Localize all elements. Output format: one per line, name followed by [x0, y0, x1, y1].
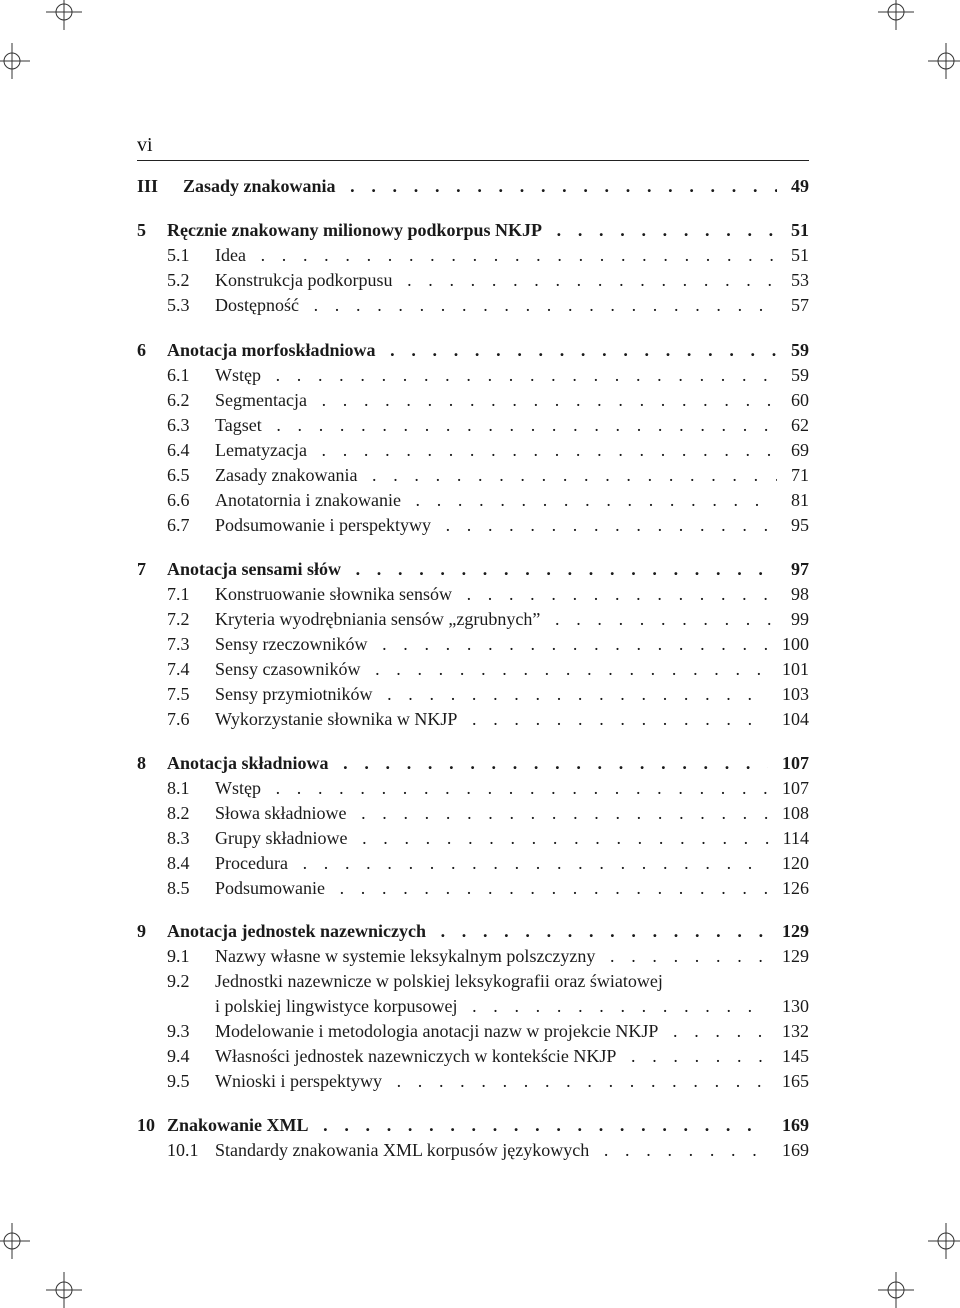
toc-entry-number: 8	[137, 753, 146, 773]
toc-entry-title: Lematyzacja	[215, 440, 311, 460]
toc-entry-page: 165	[768, 1069, 809, 1093]
toc-entry-title: Zasady znakowania	[183, 176, 340, 196]
toc-section-entry[interactable]	[137, 632, 809, 656]
toc-entry-title: Jednostki nazewnicze w polskiej leksykografii oraz światowej	[215, 971, 667, 991]
toc-entry-number: 7.1	[167, 584, 190, 604]
toc-entry-number: 7.6	[167, 709, 190, 729]
toc-entry-page: 108	[768, 801, 809, 825]
toc-entry-title: Własności jednostek nazewniczych w kontekście NKJP	[215, 1046, 620, 1066]
toc-entry-title: Tagset	[215, 415, 266, 435]
toc-entry-number: 9.3	[167, 1021, 190, 1041]
toc-entry-page: 62	[777, 413, 809, 437]
toc-chapter-entry[interactable]	[137, 218, 809, 242]
toc-section-entry[interactable]	[137, 1044, 809, 1068]
toc-entry-number: 6.2	[167, 390, 190, 410]
toc-entry-page: 71	[777, 463, 809, 487]
registration-mark-icon	[878, 0, 914, 30]
toc-entry-page: 101	[768, 657, 809, 681]
toc-section-entry[interactable]	[137, 463, 809, 487]
toc-entry-title: Anotacja morfoskładniowa	[167, 340, 380, 360]
toc-entry-number: 9.1	[167, 946, 190, 966]
toc-entry-title: Idea	[215, 245, 250, 265]
toc-entry-title: Kryteria wyodrębniania sensów „zgrubnych”	[215, 609, 544, 629]
toc-entry-title: Anotacja składniowa	[167, 753, 333, 773]
registration-mark-icon	[878, 1272, 914, 1308]
toc-chapter-entry[interactable]	[137, 338, 809, 362]
toc-chapter-entry[interactable]	[137, 1113, 809, 1137]
toc-entry-number: 9.4	[167, 1046, 190, 1066]
toc-entry-title: Zasady znakowania	[215, 465, 361, 485]
toc-entry-page: 169	[768, 1113, 809, 1137]
toc-section-entry[interactable]	[137, 488, 809, 512]
toc-entry-number: 8.4	[167, 853, 190, 873]
page-number-label: vi	[137, 134, 153, 156]
toc-entry-title: Nazwy własne w systemie leksykalnym polszczyzny	[215, 946, 599, 966]
toc-entry-page: 59	[777, 338, 809, 362]
toc-entry-title: Dostępność	[215, 295, 303, 315]
toc-entry-number: 5.1	[167, 245, 190, 265]
toc-entry-title: Procedura	[215, 853, 292, 873]
toc-entry-page: 104	[768, 707, 809, 731]
toc-entry-title: Grupy składniowe	[215, 828, 351, 848]
registration-mark-icon	[0, 1223, 30, 1259]
toc-entry-page: 107	[768, 776, 809, 800]
toc-entry-number: 7.4	[167, 659, 190, 679]
toc-entry-page: 51	[777, 218, 809, 242]
toc-section-entry[interactable]	[137, 657, 809, 681]
toc-entry-title: Podsumowanie i perspektywy	[215, 515, 435, 535]
toc-entry-page: 132	[768, 1019, 809, 1043]
toc-entry-number: 7.3	[167, 634, 190, 654]
toc-entry-number: 8.1	[167, 778, 190, 798]
toc-entry-number: 6.3	[167, 415, 190, 435]
toc-section-entry[interactable]	[137, 707, 809, 731]
toc-entry-page: 60	[777, 388, 809, 412]
header-rule	[137, 160, 809, 161]
toc-section-entry[interactable]	[137, 776, 809, 800]
toc-entry-number: 9.2	[167, 971, 190, 991]
toc-entry-number: 6.4	[167, 440, 190, 460]
toc-entry-page: 57	[777, 293, 809, 317]
toc-entry-title: Wstęp	[215, 365, 265, 385]
toc-section-entry[interactable]	[137, 1019, 809, 1043]
toc-section-entry[interactable]	[137, 607, 809, 631]
toc-entry-title: Sensy rzeczowników	[215, 634, 371, 654]
toc-section-entry[interactable]	[137, 682, 809, 706]
toc-section-entry[interactable]	[137, 969, 809, 993]
toc-entry-page: 97	[777, 557, 809, 581]
toc-entry-number: 9	[137, 921, 146, 941]
toc-section-entry[interactable]	[137, 363, 809, 387]
toc-section-entry[interactable]	[137, 876, 809, 900]
registration-mark-icon	[46, 0, 82, 30]
toc-section-entry[interactable]	[137, 293, 809, 317]
toc-entry-title: Anotacja jednostek nazewniczych	[167, 921, 430, 941]
toc-entry-title: Anotacja sensami słów	[167, 559, 345, 579]
toc-entry-page: 51	[777, 243, 809, 267]
toc-entry-page: 69	[777, 438, 809, 462]
toc-entry-number: 6.6	[167, 490, 190, 510]
toc-entry-number: 5.3	[167, 295, 190, 315]
toc-entry-page: 95	[777, 513, 809, 537]
toc-section-entry[interactable]	[137, 1069, 809, 1093]
toc-entry-title: Standardy znakowania XML korpusów językowych	[215, 1140, 593, 1160]
toc-entry-title: Segmentacja	[215, 390, 311, 410]
toc-entry-number: 10.1	[167, 1140, 199, 1160]
toc-section-entry[interactable]	[137, 413, 809, 437]
toc-section-entry[interactable]	[137, 388, 809, 412]
toc-section-entry[interactable]	[137, 513, 809, 537]
toc-section-entry[interactable]	[137, 1138, 809, 1162]
toc-entry-page: 120	[768, 851, 809, 875]
toc-entry-number: 8.5	[167, 878, 190, 898]
toc-section-entry[interactable]	[137, 268, 809, 292]
toc-entry-page: 59	[777, 363, 809, 387]
registration-mark-icon	[928, 43, 960, 79]
toc-section-entry[interactable]	[137, 243, 809, 267]
toc-chapter-entry[interactable]	[137, 919, 809, 943]
toc-entry-number: 6	[137, 340, 146, 360]
toc-entry-page: 99	[777, 607, 809, 631]
toc-entry-number: 7.5	[167, 684, 190, 704]
toc-entry-title: i polskiej lingwistyce korpusowej	[215, 996, 461, 1016]
toc-entry-number: 8.2	[167, 803, 190, 823]
toc-entry-number: 7	[137, 559, 146, 579]
toc-entry-page: 126	[768, 876, 809, 900]
toc-entry-number: 6.5	[167, 465, 190, 485]
toc-entry-page: 103	[768, 682, 809, 706]
toc-entry-number: 8.3	[167, 828, 190, 848]
toc-section-entry[interactable]	[137, 582, 809, 606]
registration-mark-icon	[0, 43, 30, 79]
toc-entry-number: 5	[137, 220, 146, 240]
toc-entry-number: III	[137, 176, 159, 196]
toc-entry-page: 114	[769, 826, 809, 850]
toc-entry-page: 130	[768, 994, 809, 1018]
toc-entry-number: 10	[137, 1115, 155, 1135]
toc-entry-page: 107	[768, 751, 809, 775]
toc-entry-page: 129	[768, 919, 809, 943]
toc-entry-number: 9.5	[167, 1071, 190, 1091]
toc-entry-page: 49	[777, 174, 809, 198]
toc-entry-title: Znakowanie XML	[167, 1115, 313, 1135]
toc-entry-title: Konstruowanie słownika sensów	[215, 584, 456, 604]
toc-section-entry[interactable]	[137, 944, 809, 968]
toc-entry-number: 6.7	[167, 515, 190, 535]
registration-mark-icon	[46, 1272, 82, 1308]
toc-entry-title: Podsumowanie	[215, 878, 329, 898]
toc-part-entry[interactable]	[137, 174, 809, 198]
toc-entry-title: Wstęp	[215, 778, 265, 798]
toc-section-entry[interactable]	[137, 826, 809, 850]
toc-entry-title: Wnioski i perspektywy	[215, 1071, 386, 1091]
toc-entry-page: 53	[777, 268, 809, 292]
toc-section-entry[interactable]	[137, 438, 809, 462]
toc-chapter-entry[interactable]	[137, 557, 809, 581]
toc-section-entry[interactable]	[137, 851, 809, 875]
toc-entry-page: 100	[768, 632, 809, 656]
toc-entry-page: 129	[768, 944, 809, 968]
toc-entry-page: 81	[777, 488, 809, 512]
toc-entry-page: 169	[768, 1138, 809, 1162]
toc-entry-title: Konstrukcja podkorpusu	[215, 270, 396, 290]
toc-entry-title: Sensy czasowników	[215, 659, 364, 679]
toc-entry-title: Słowa składniowe	[215, 803, 350, 823]
toc-entry-title: Ręcznie znakowany milionowy podkorpus NKJP	[167, 220, 546, 240]
toc-section-entry[interactable]	[137, 994, 809, 1018]
registration-mark-icon	[928, 1223, 960, 1259]
toc-entry-number: 7.2	[167, 609, 190, 629]
toc-section-entry[interactable]	[137, 801, 809, 825]
toc-chapter-entry[interactable]	[137, 751, 809, 775]
toc-entry-page: 145	[768, 1044, 809, 1068]
toc-entry-number: 6.1	[167, 365, 190, 385]
toc-entry-page: 98	[777, 582, 809, 606]
toc-entry-title: Anotatornia i znakowanie	[215, 490, 405, 510]
toc-entry-title: Modelowanie i metodologia anotacji nazw w projekcie NKJP	[215, 1021, 662, 1041]
toc-entry-number: 5.2	[167, 270, 190, 290]
toc-entry-title: Wykorzystanie słownika w NKJP	[215, 709, 461, 729]
toc-entry-title: Sensy przymiotników	[215, 684, 377, 704]
